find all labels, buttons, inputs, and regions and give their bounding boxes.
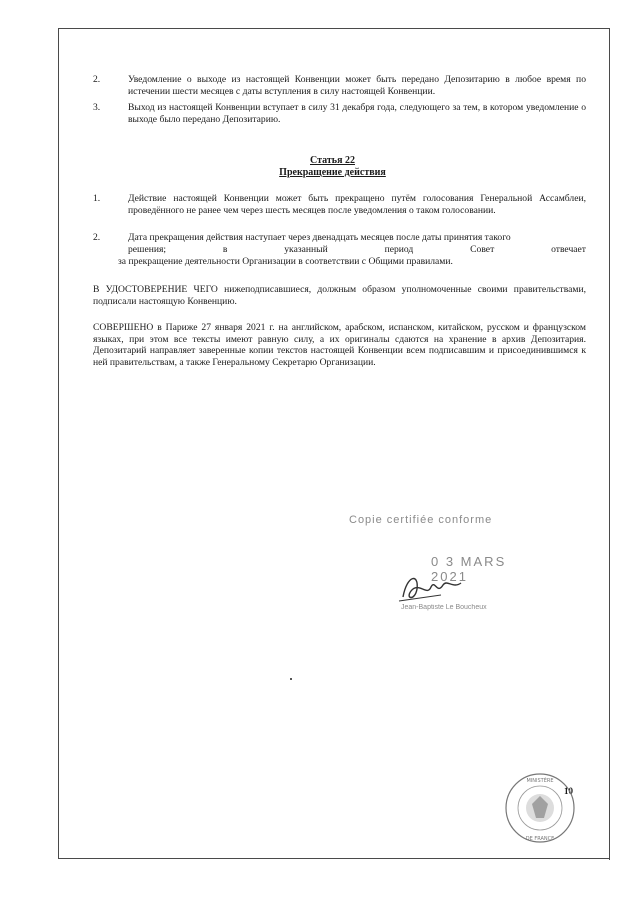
item-number: 1. xyxy=(93,193,101,204)
signer-name: Jean-Baptiste Le Boucheux xyxy=(401,604,487,611)
witness-paragraph: В УДОСТОВЕРЕНИЕ ЧЕГО нижеподписавшиеся, должным образом уполномоченные своими правительствами, подписали настоящую Конвенцию. xyxy=(93,284,586,307)
item-number: 3. xyxy=(93,102,101,113)
item-number: 2. xyxy=(93,74,101,85)
item-text: Дата прекращения действия наступает через двенадцать месяцев после даты принятия такого xyxy=(128,232,511,243)
item-text: Действие настоящей Конвенции может быть прекращено путём голосования Генеральной Ассамблеи, проведённого не ранее чем через шесть месяцев после уведомления о таком голосовании. xyxy=(128,193,586,216)
signature-icon xyxy=(397,567,467,607)
item-text: решения; в указанный период Совет отвечает xyxy=(128,244,586,255)
item-text: за прекращение деятельности Организации в соответствии с Общими правилами. xyxy=(118,256,453,267)
item-text: Уведомление о выходе из настоящей Конвенции может быть передано Депозитарию в любое время по истечении шести месяцев с даты вступления в силу настоящей Конвенции. xyxy=(128,74,586,97)
svg-text:MINISTÈRE: MINISTÈRE xyxy=(526,778,554,784)
certification-stamp xyxy=(335,512,535,622)
item-number: 2. xyxy=(93,232,101,243)
article-heading: Статья 22 xyxy=(310,155,355,166)
page-number: 10 xyxy=(564,786,573,796)
svg-text:DE FRANCE: DE FRANCE xyxy=(525,836,555,842)
article-subheading: Прекращение действия xyxy=(279,167,386,178)
done-paragraph: СОВЕРШЕНО в Париже 27 января 2021 г. на английском, арабском, испанском, китайском, русском и французском языках, при этом все тексты имеют равную силу, а их оригиналы сдаются на хранение в архив Депозитария. Депозитарий направляет заверенные копии текстов настоящей Конвенции всем подписавшим и присоединившимся к ней правительствам, а также Генеральному Секретарю Организации. xyxy=(93,322,586,368)
page-border-bottom xyxy=(58,858,610,859)
certification-date: 0 3 MARS 2021 xyxy=(431,554,507,584)
ink-dot xyxy=(290,678,292,680)
page-border-top xyxy=(58,28,610,29)
ministry-seal-icon xyxy=(502,770,578,846)
certification-line: Copie certifiée conforme xyxy=(349,514,493,526)
item-text: Выход из настоящей Конвенции вступает в силу 31 декабря года, следующего за тем, в котором уведомление о выходе было передано Депозитарию. xyxy=(128,102,586,125)
page-border-left xyxy=(58,28,59,858)
page-border-right xyxy=(609,28,610,860)
